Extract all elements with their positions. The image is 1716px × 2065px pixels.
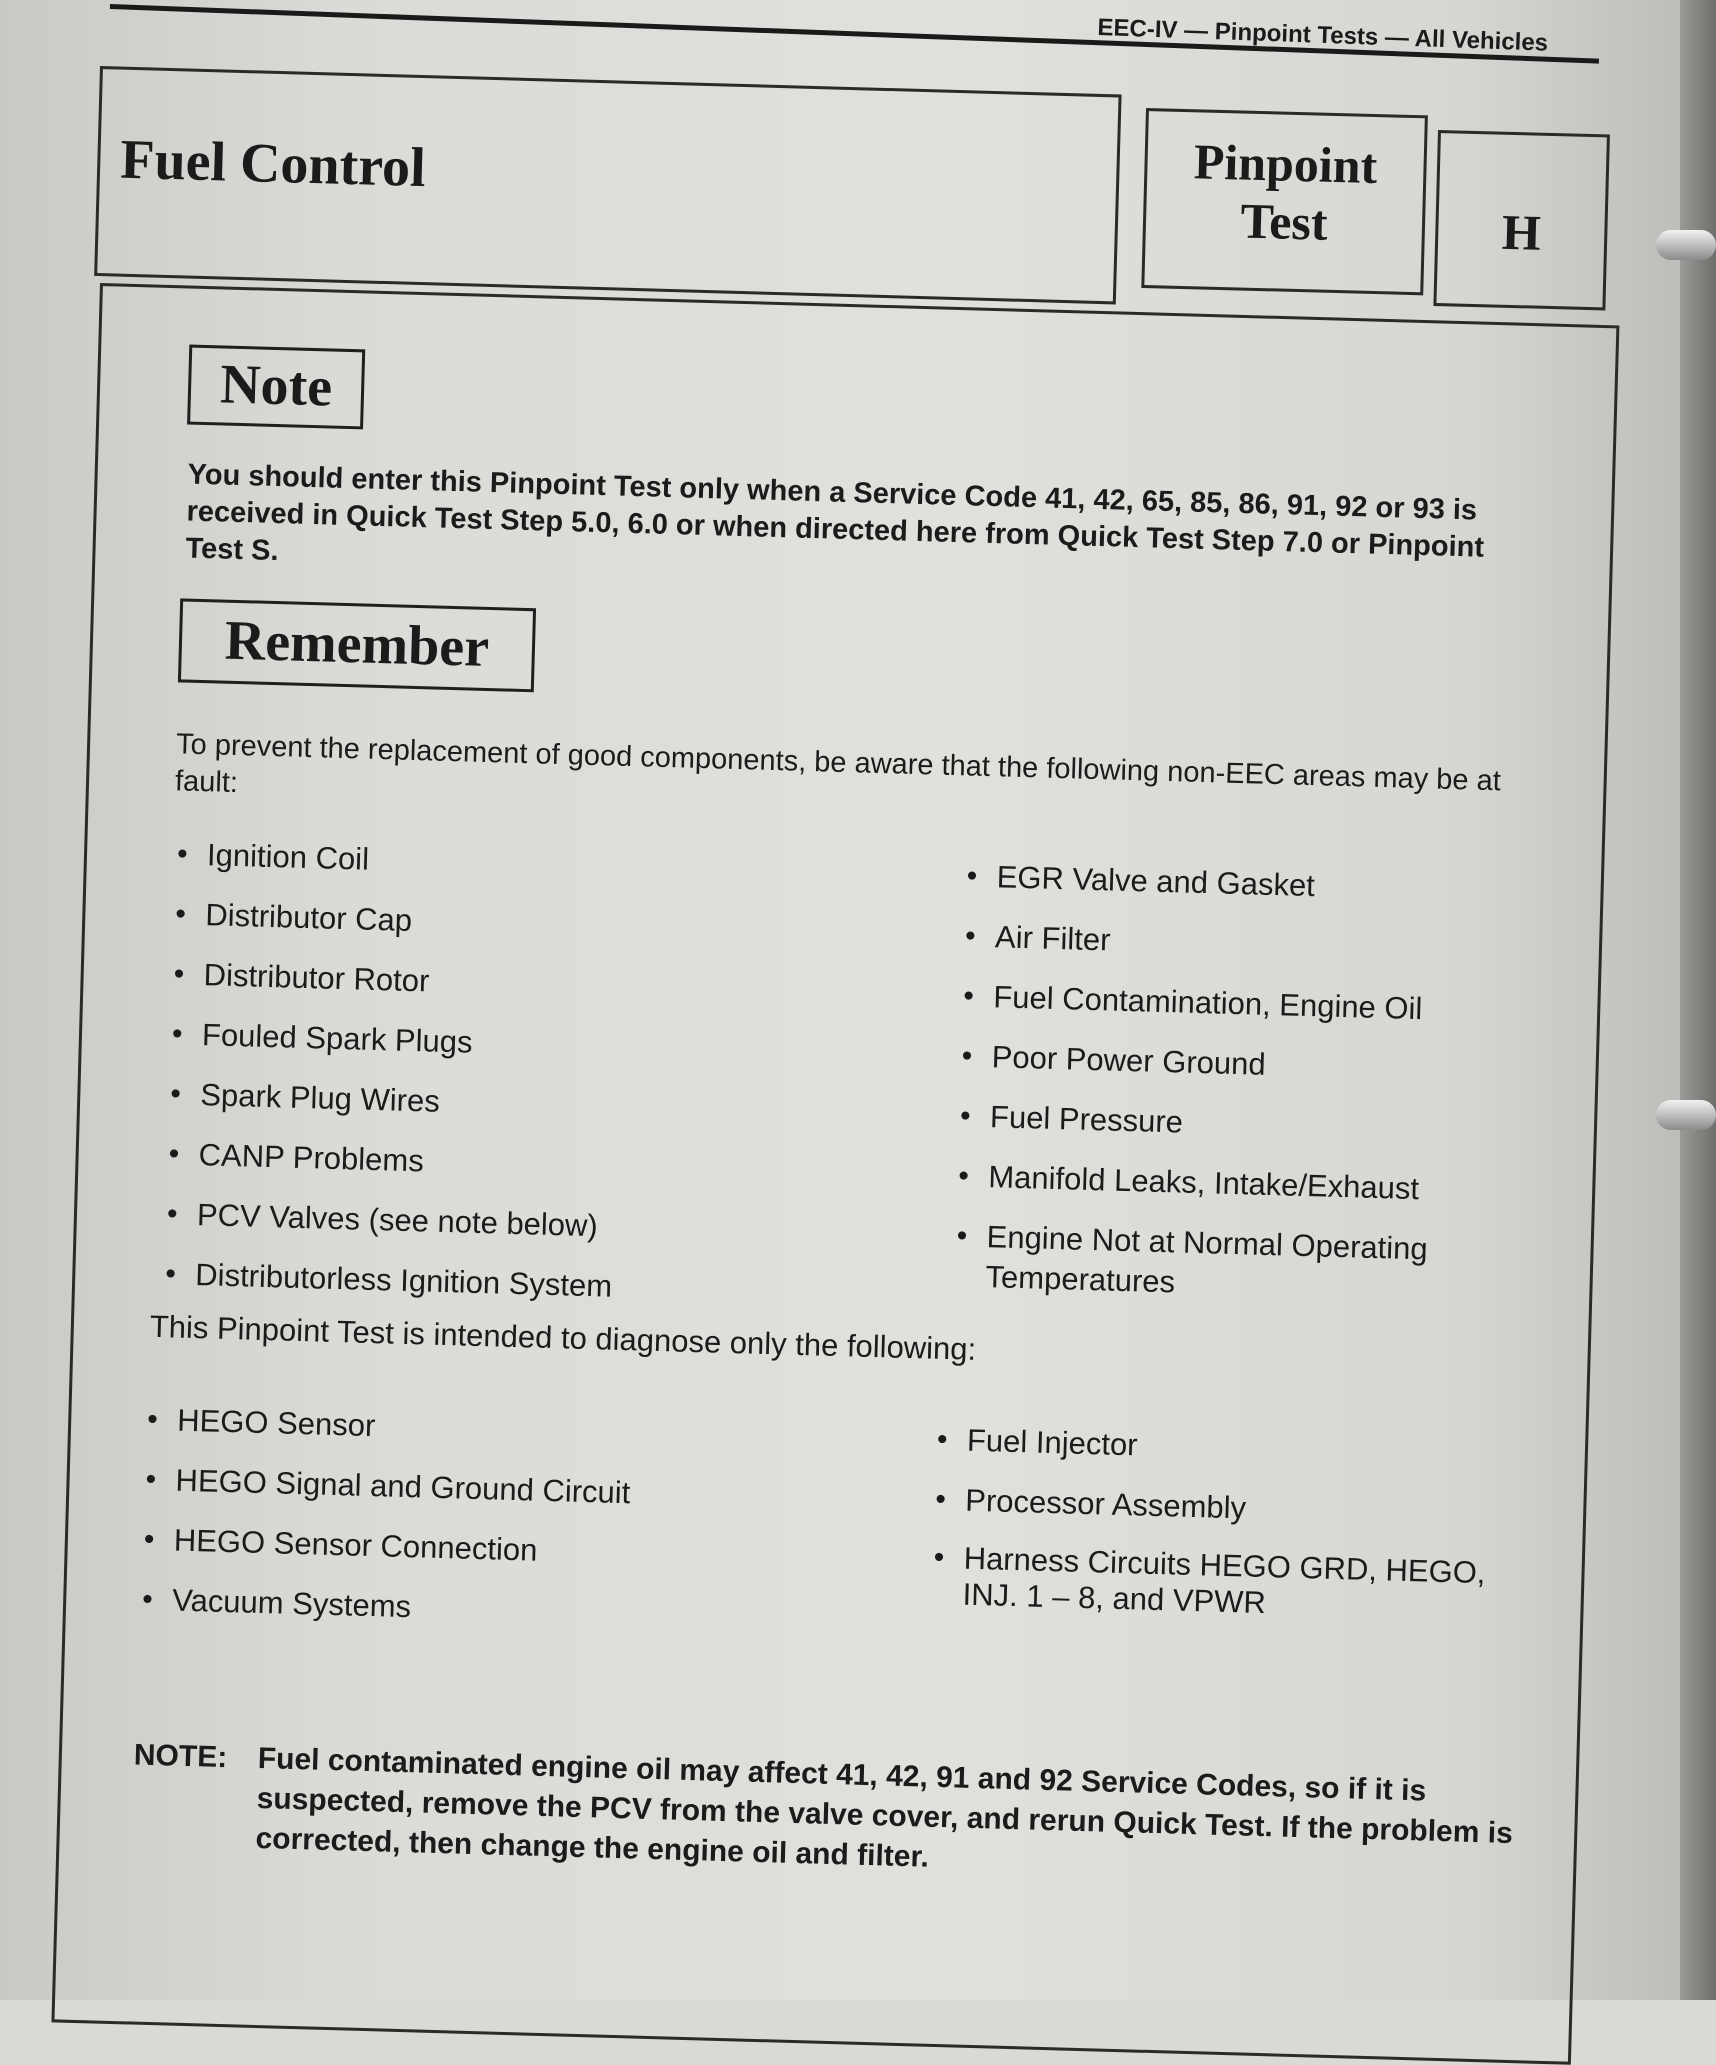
- note-text: You should enter this Pinpoint Test only when a Service Code 41, 42, 65, 85, 86, 91, 92 or 93 is received in Quick Test Step 5.0, 6.0 or when directed here from Quick Test Step 7.0 or Pinpoint Test S.: [185, 458, 1485, 568]
- pinpoint-test-box: [1141, 108, 1428, 295]
- test-letter: H: [1501, 203, 1542, 261]
- pcv-note: [131, 1736, 1534, 1895]
- note-body: Fuel contaminated engine oil may affect 41, 42, 91 and 92 Service Codes, so if it is suspected, remove the PCV from the valve cover, and rerun Quick Test. If the problem is corrected, then change the engine oil and filter.: [255, 1741, 1514, 1874]
- diagnose-list-left: [141, 1400, 907, 1661]
- list-item: • Ignition Coil: [176, 834, 937, 915]
- page-title: Fuel Control: [119, 128, 427, 200]
- list-item: • Manifold Leaks, Intake/Exhaust: [957, 1156, 1618, 1234]
- note-label: NOTE:: [133, 1738, 228, 1775]
- remember-heading: Remember: [178, 598, 536, 692]
- binder-edge: [1680, 0, 1716, 2000]
- binder-ring-top: [1656, 230, 1716, 260]
- running-head: EEC-IV — Pinpoint Tests — All Vehicles: [1097, 14, 1549, 57]
- list-item: • HEGO Sensor Connection: [143, 1520, 904, 1601]
- note-heading: Note: [187, 345, 365, 430]
- fault-list-left: [164, 834, 937, 1335]
- fault-list-right: [956, 856, 1627, 1300]
- list-item: • Spark Plug Wires: [169, 1074, 930, 1155]
- binder-ring-bottom: [1656, 1100, 1716, 1130]
- test-letter-box: [1433, 130, 1610, 310]
- list-item: • EGR Valve and Gasket: [966, 856, 1627, 934]
- list-item: • CANP Problems: [168, 1134, 929, 1215]
- remember-text: To prevent the replacement of good components, be aware that the following non-EEC areas may be at fault:: [174, 728, 1502, 800]
- list-item: • Fuel Pressure: [959, 1096, 1620, 1174]
- pinpoint-label-line2: Test: [1239, 192, 1329, 251]
- content-panel: [51, 283, 1619, 2065]
- list-item: • Distributorless Ignition System: [164, 1254, 925, 1335]
- list-item: • Fouled Spark Plugs: [171, 1014, 932, 1095]
- pinpoint-label-line1: Pinpoint: [1193, 133, 1378, 195]
- list-item: • Engine Not at Normal Operating Temperatures: [956, 1216, 1617, 1294]
- list-item: • Harness Circuits HEGO GRD, HEGO, INJ. 1 – 8, and VPWR: [932, 1540, 1534, 1647]
- diagnose-intro: This Pinpoint Test is intended to diagnose only the following:: [149, 1308, 977, 1367]
- list-item: • Air Filter: [964, 916, 1625, 994]
- list-item: • Vacuum Systems: [141, 1580, 902, 1661]
- list-item: • HEGO Sensor: [146, 1400, 907, 1481]
- pinpoint-test-label: [1145, 131, 1424, 254]
- list-item: • Fuel Contamination, Engine Oil: [962, 976, 1623, 1054]
- list-item: • Distributor Rotor: [173, 954, 934, 1035]
- list-item: • Processor Assembly: [934, 1480, 1535, 1557]
- list-item: • Poor Power Ground: [961, 1036, 1622, 1114]
- title-box: [94, 66, 1121, 304]
- list-item: • Distributor Cap: [174, 894, 935, 975]
- list-item: • HEGO Signal and Ground Circuit: [144, 1460, 905, 1541]
- diagnose-list-right: [932, 1420, 1538, 1647]
- list-item: • Fuel Injector: [936, 1420, 1537, 1497]
- list-item: • PCV Valves (see note below): [166, 1194, 927, 1275]
